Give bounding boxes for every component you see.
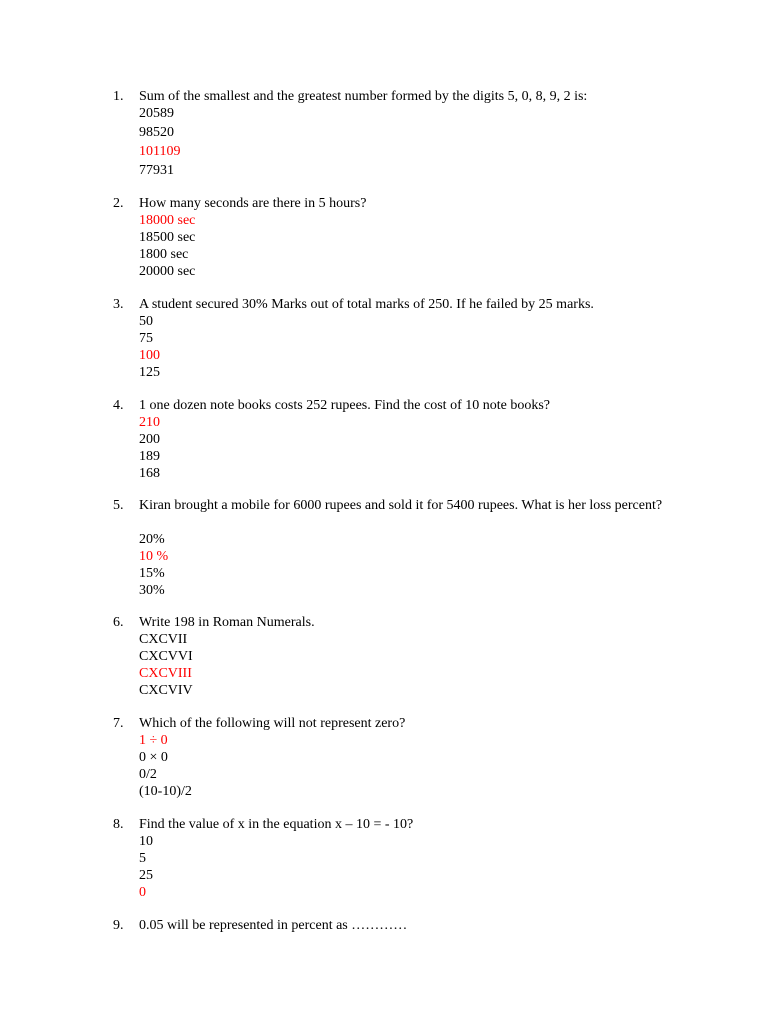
question-text: A student secured 30% Marks out of total marks of 250. If he failed by 25 marks.	[139, 297, 594, 312]
answer-option: CXCVVI	[139, 649, 193, 664]
correct-answer-option: 210	[139, 415, 160, 430]
answer-option: 18500 sec	[139, 230, 196, 245]
answer-option: 5	[139, 851, 146, 866]
answer-option: 1800 sec	[139, 247, 189, 262]
question-number: 3.	[113, 297, 124, 312]
answer-option: 189	[139, 449, 160, 464]
question-text: How many seconds are there in 5 hours?	[139, 196, 367, 211]
answer-option: 125	[139, 365, 160, 380]
question-text: Sum of the smallest and the greatest number formed by the digits 5, 0, 8, 9, 2 is:	[139, 89, 588, 104]
answer-option: 30%	[139, 583, 165, 598]
answer-option: 168	[139, 466, 160, 481]
correct-answer-option: 10 %	[139, 549, 169, 564]
answer-option: CXCVIV	[139, 683, 193, 698]
question-text: 1 one dozen note books costs 252 rupees. Find the cost of 10 note books?	[139, 398, 550, 413]
correct-answer-option: 1 ÷ 0	[139, 733, 168, 748]
question-text: Kiran brought a mobile for 6000 rupees and sold it for 5400 rupees. What is her loss percent?	[139, 498, 663, 513]
correct-answer-option: 101109	[139, 144, 181, 159]
correct-answer-option: 0	[139, 885, 146, 900]
question-number: 1.	[113, 89, 124, 104]
answer-option: 15%	[139, 566, 165, 581]
answer-option: 98520	[139, 125, 174, 140]
answer-options	[139, 212, 195, 280]
answer-option: 20000 sec	[139, 264, 196, 279]
correct-answer-option: CXCVIII	[139, 666, 192, 681]
answer-option: 0/2	[139, 767, 157, 782]
answer-option: 20%	[139, 532, 165, 547]
question-number: 5.	[113, 498, 124, 513]
answer-option: 50	[139, 314, 153, 329]
answer-option: CXCVII	[139, 632, 188, 647]
answer-option: 25	[139, 868, 153, 883]
question-number: 2.	[113, 196, 124, 211]
answer-options	[139, 313, 160, 381]
answer-option: 75	[139, 331, 153, 346]
question-number: 7.	[113, 716, 124, 731]
answer-options	[139, 833, 153, 901]
question-number: 4.	[113, 398, 124, 413]
question-text: 0.05 will be represented in percent as …………	[139, 918, 408, 933]
answer-option: 0 × 0	[139, 750, 168, 765]
correct-answer-option: 100	[139, 348, 160, 363]
question-number: 9.	[113, 918, 124, 933]
answer-option: 20589	[139, 106, 174, 121]
answer-options	[139, 531, 168, 599]
question-text: Which of the following will not represent zero?	[139, 716, 406, 731]
correct-answer-option: 18000 sec	[139, 213, 196, 228]
question-number: 6.	[113, 615, 124, 630]
question-text: Find the value of x in the equation x – 10 = - 10?	[139, 817, 414, 832]
answer-options	[139, 105, 180, 179]
answer-options	[139, 414, 160, 482]
answer-options	[139, 631, 193, 699]
question-text: Write 198 in Roman Numerals.	[139, 615, 315, 630]
answer-options	[139, 732, 192, 800]
answer-option: (10-10)/2	[139, 784, 192, 799]
answer-option: 10	[139, 834, 153, 849]
answer-option: 77931	[139, 163, 174, 178]
question-number: 8.	[113, 817, 124, 832]
answer-option: 200	[139, 432, 160, 447]
